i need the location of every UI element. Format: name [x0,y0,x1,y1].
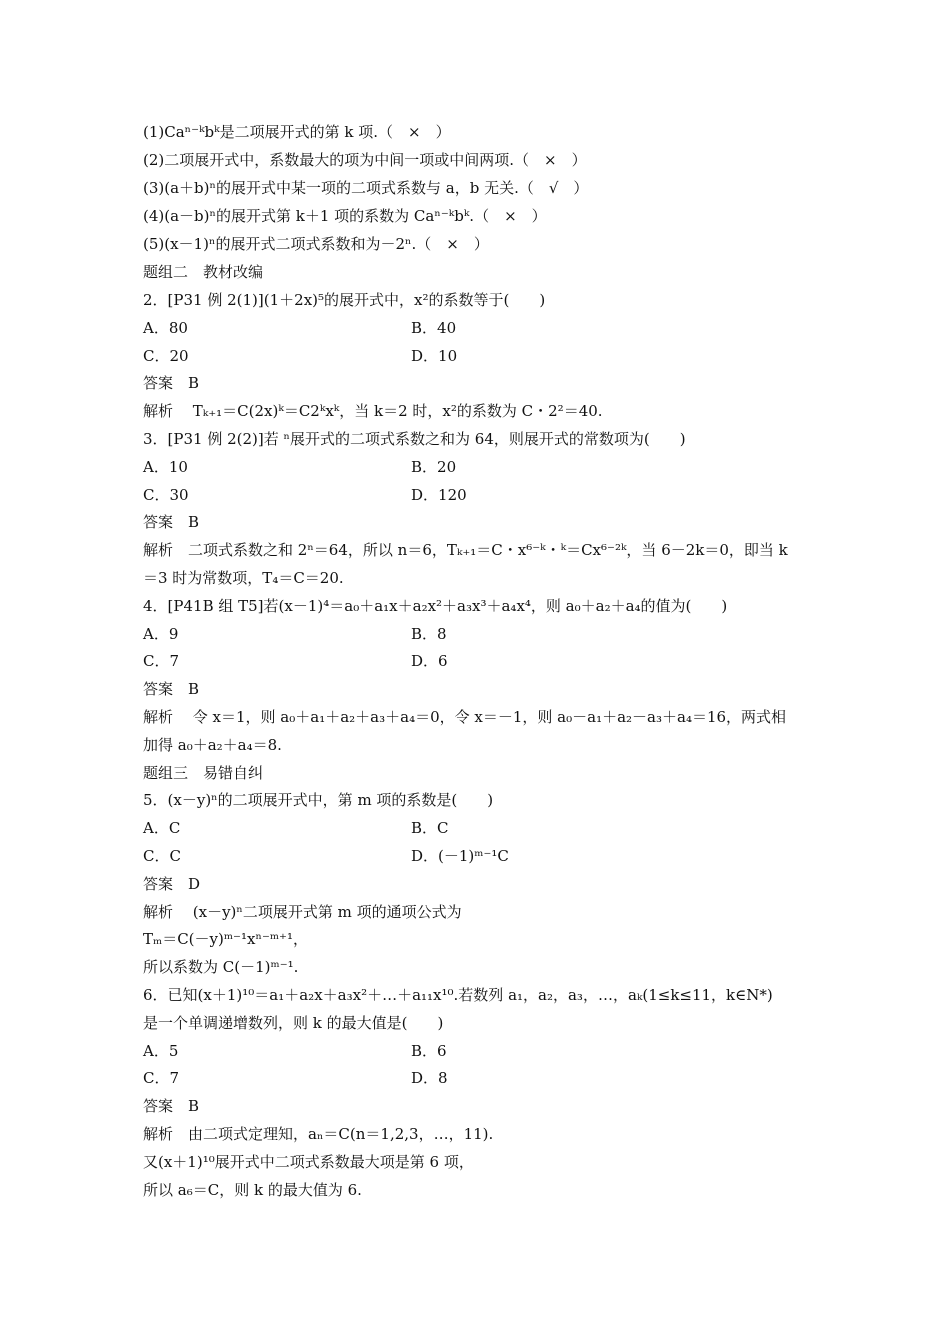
question-4-option-d: D．6 [411,652,448,670]
judgement-item-3: (3)(a＋b)ⁿ的展开式中某一项的二项式系数与 a，b 无关.（ √ ） [143,179,589,197]
section-heading-2: 题组二 教材改编 [143,263,264,281]
question-5-analysis-line-1: 解析 (x－y)ⁿ二项展开式第 m 项的通项公式为 [143,903,462,921]
question-3-option-c: C．30 [143,486,189,504]
question-3-stem: 3．[P31 例 2(2)]若 ⁿ展开式的二项式系数之和为 64，则展开式的常数项为( ) [143,430,686,448]
question-5-stem: 5．(x－y)ⁿ的二项展开式中，第 m 项的系数是( ) [143,791,494,809]
question-4-stem: 4．[P41B 组 T5]若(x－1)⁴＝a₀＋a₁x＋a₂x²＋a₃x³＋a₄x⁴，则 a₀＋a₂＋a₄的值为( ) [143,597,728,615]
question-4-option-b: B．8 [411,625,447,643]
question-6-analysis-line-3: 所以 a₆＝C，则 k 的最大值为 6. [143,1181,362,1199]
question-5-option-a: A．C [143,819,181,837]
question-5-analysis-line-2: Tₘ＝C(－y)ᵐ⁻¹xⁿ⁻ᵐ⁺¹， [143,930,308,948]
question-4-analysis-line-2: 加得 a₀＋a₂＋a₄＝8. [143,736,282,754]
question-2-option-c: C．20 [143,347,189,365]
question-3-option-a: A．10 [143,458,188,476]
question-4-answer: 答案 B [143,680,200,698]
question-3-option-d: D．120 [411,486,467,504]
judgement-item-5: (5)(x－1)ⁿ的展开式二项式系数和为－2ⁿ.（ × ） [143,235,489,253]
question-2-option-b: B．40 [411,319,457,337]
question-2-analysis: 解析 Tₖ₊₁＝C(2x)ᵏ＝C2ᵏxᵏ，当 k＝2 时，x²的系数为 C・2²＝40. [143,402,603,420]
question-2-option-a: A．80 [143,319,188,337]
question-5-option-b: B．C [411,819,449,837]
question-2-stem: 2．[P31 例 2(1)](1＋2x)⁵的展开式中，x²的系数等于( ) [143,291,546,309]
judgement-item-2: (2)二项展开式中，系数最大的项为中间一项或中间两项.（ × ） [143,151,587,169]
judgement-item-4: (4)(a－b)ⁿ的展开式第 k＋1 项的系数为 Caⁿ⁻ᵏbᵏ.（ × ） [143,207,547,225]
question-6-analysis-line-2: 又(x＋1)¹⁰展开式中二项式系数最大项是第 6 项， [143,1153,474,1171]
question-2-option-d: D．10 [411,347,458,365]
question-6-stem-line-2: 是一个单调递增数列，则 k 的最大值是( ) [143,1014,444,1032]
question-5-analysis-line-3: 所以系数为 C(－1)ᵐ⁻¹. [143,958,299,976]
question-5-answer: 答案 D [143,875,201,893]
question-2-answer: 答案 B [143,374,200,392]
section-heading-3: 题组三 易错自纠 [143,764,264,782]
question-4-option-a: A．9 [143,625,179,643]
question-4-option-c: C．7 [143,652,180,670]
question-4-analysis-line-1: 解析 令 x＝1，则 a₀＋a₁＋a₂＋a₃＋a₄＝0，令 x＝－1，则 a₀－a₁＋a₂－a₃＋a₄＝16，两式相 [143,708,787,726]
question-6-option-a: A．5 [143,1042,179,1060]
question-3-analysis-line-1: 解析 二项式系数之和 2ⁿ＝64，所以 n＝6，Tₖ₊₁＝C・x⁶⁻ᵏ・ᵏ＝Cx⁶⁻²ᵏ，当 6－2k＝0，即当 k [143,541,788,559]
question-6-stem-line-1: 6．已知(x＋1)¹⁰＝a₁＋a₂x＋a₃x²＋…＋a₁₁x¹⁰.若数列 a₁，a₂，a₃，…，aₖ(1≤k≤11，k∈N*) [143,986,773,1004]
question-3-answer: 答案 B [143,513,200,531]
question-5-option-c: C．C [143,847,181,865]
question-6-answer: 答案 B [143,1097,200,1115]
question-6-option-b: B．6 [411,1042,447,1060]
question-3-analysis-line-2: ＝3 时为常数项，T₄＝C＝20. [143,569,344,587]
question-6-option-d: D．8 [411,1069,448,1087]
question-3-option-b: B．20 [411,458,457,476]
judgement-item-1: (1)Caⁿ⁻ᵏbᵏ是二项展开式的第 k 项.（ × ） [143,123,451,141]
question-6-analysis-line-1: 解析 由二项式定理知，aₙ＝C(n＝1,2,3，…，11). [143,1125,494,1143]
question-6-option-c: C．7 [143,1069,180,1087]
question-5-option-d: D．(－1)ᵐ⁻¹C [411,847,509,865]
